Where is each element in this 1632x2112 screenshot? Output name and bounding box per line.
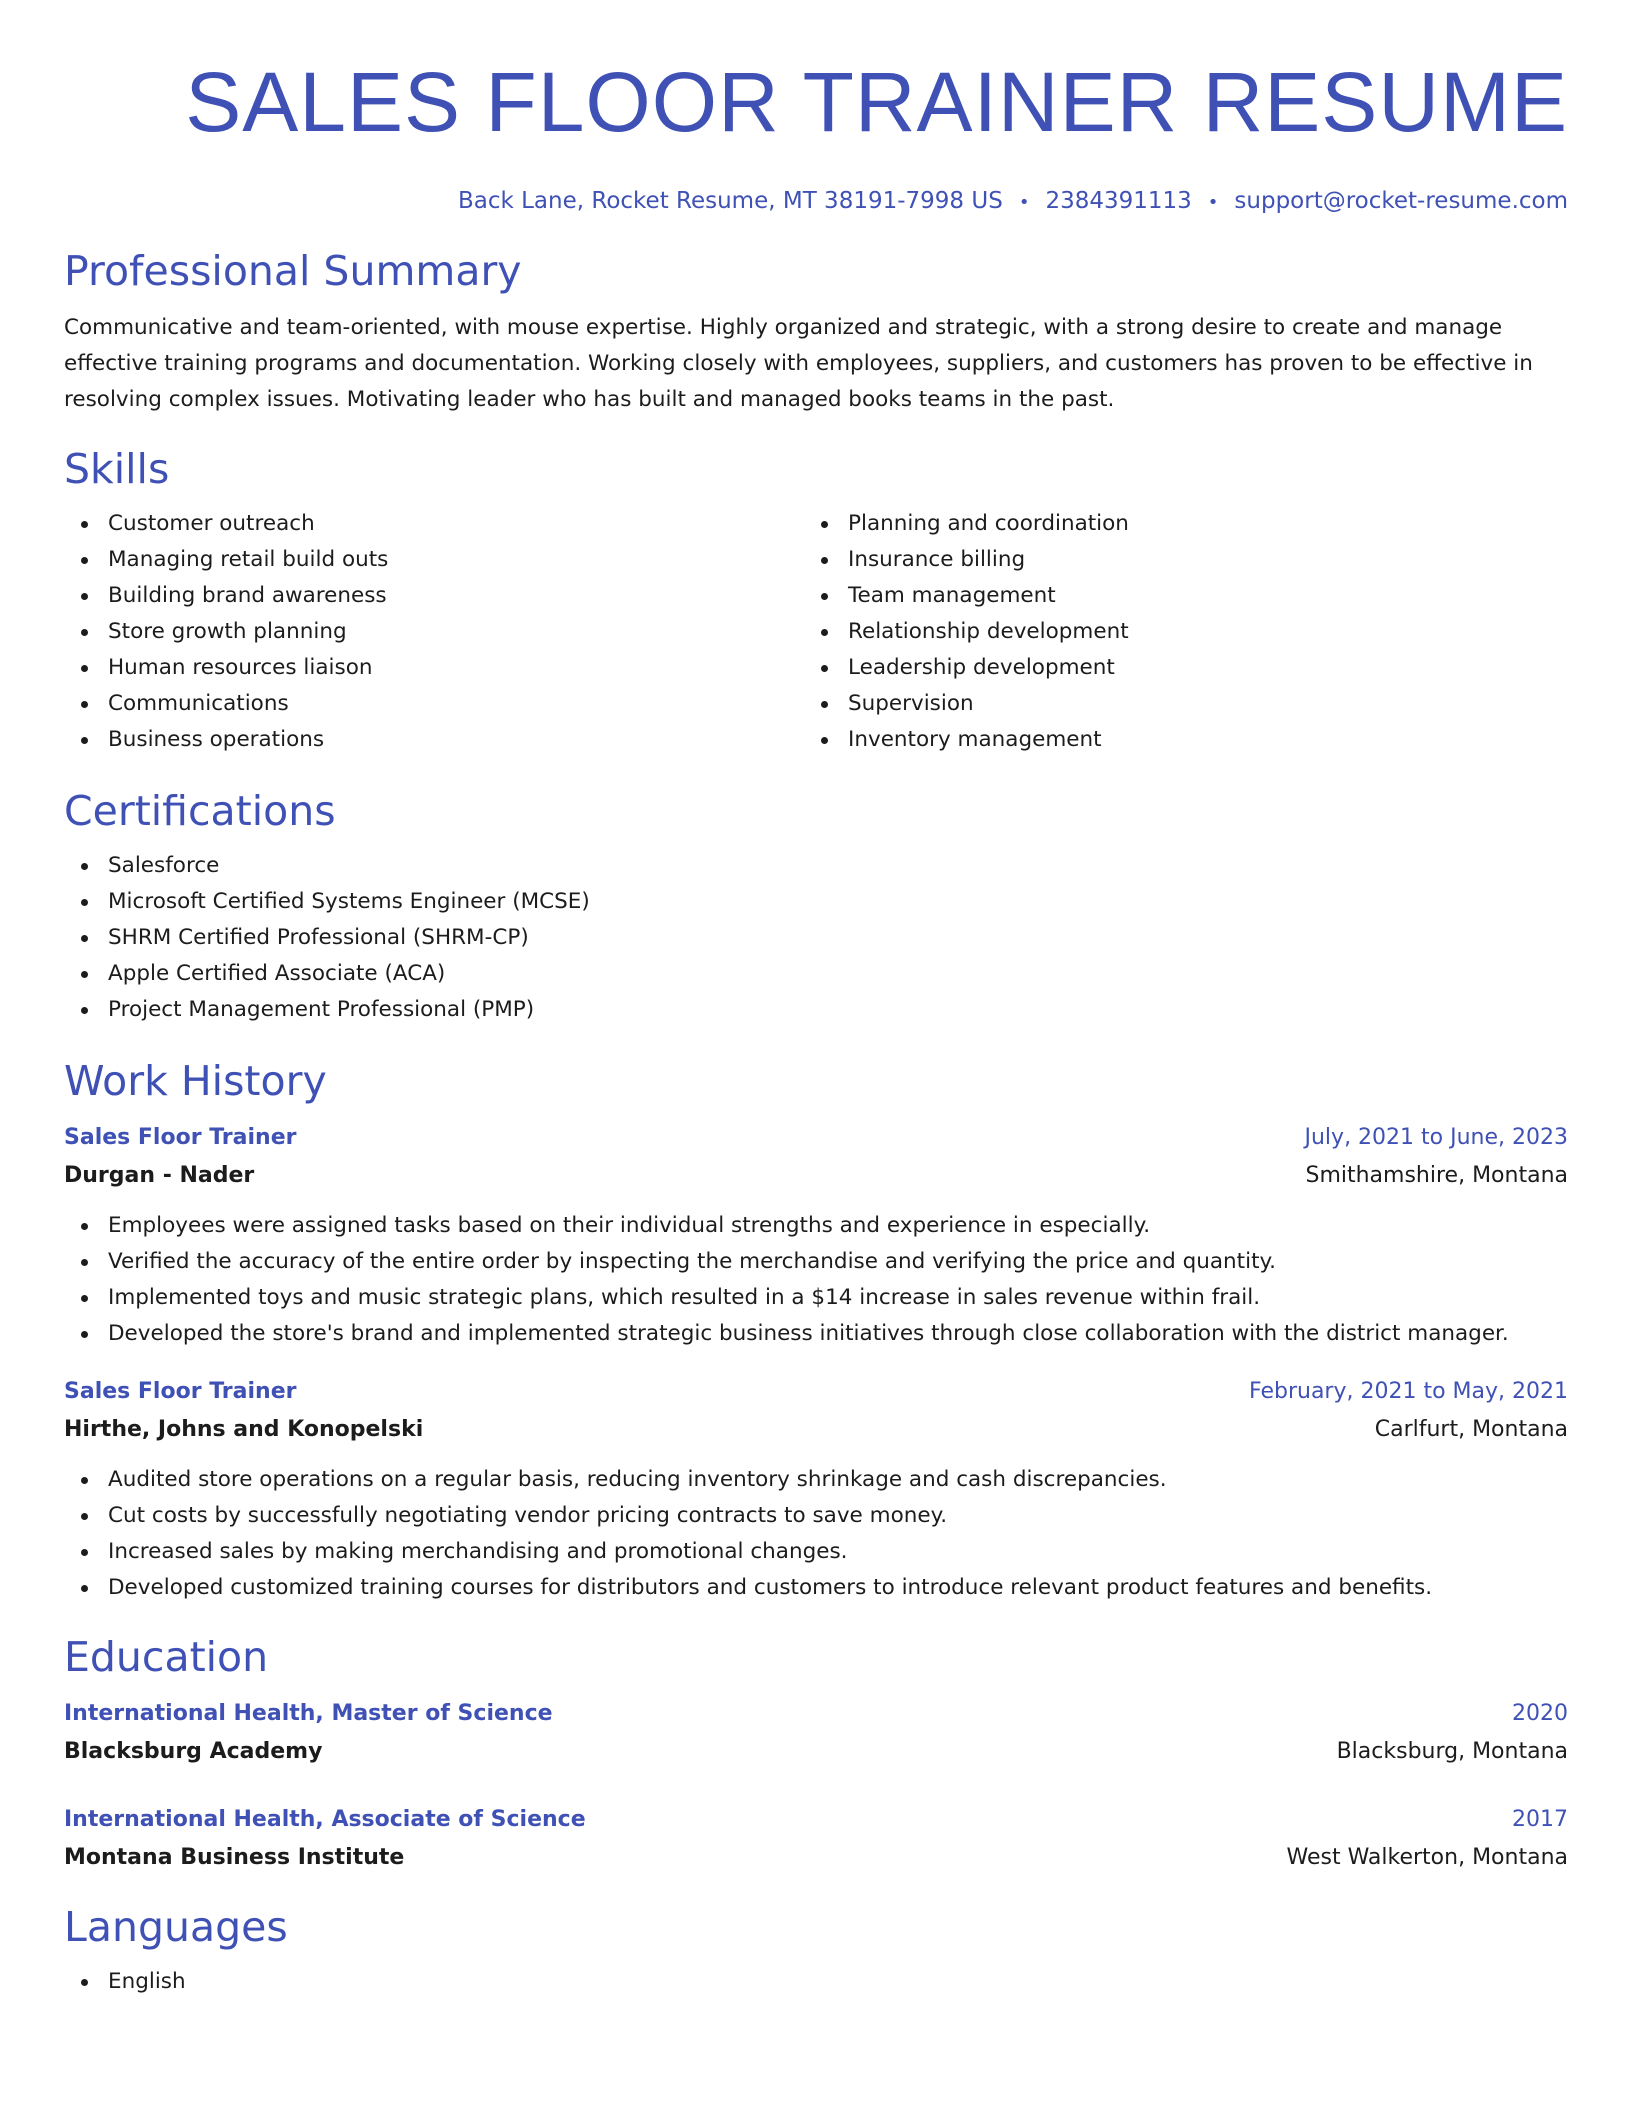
job-bullet: Developed customized training courses for distributors and customers to introduce relevant product features and benefits. [64, 1570, 1568, 1606]
skill-item: Building brand awareness [64, 578, 804, 614]
contact-separator: • [1018, 192, 1030, 213]
job-role: Sales Floor Trainer [64, 1125, 297, 1150]
job-bullet: Audited store operations on a regular basis, reducing inventory shrinkage and cash discrepancies. [64, 1462, 1568, 1498]
skill-item: Planning and coordination [804, 506, 1544, 542]
job-entry [64, 1374, 1568, 1606]
job-bullets [64, 1208, 1568, 1352]
skill-item: Store growth planning [64, 614, 804, 650]
job-dates: July, 2021 to June, 2023 [1304, 1125, 1568, 1150]
job-bullet: Increased sales by making merchandising and promotional changes. [64, 1534, 1568, 1570]
skill-item: Supervision [804, 686, 1544, 722]
job-dates: February, 2021 to May, 2021 [1249, 1379, 1568, 1404]
education-heading: Education [64, 1633, 269, 1681]
job-bullet: Verified the accuracy of the entire order by inspecting the merchandise and verifying the price and quantity. [64, 1244, 1568, 1280]
certification-item: Microsoft Certified Systems Engineer (MCSE) [64, 884, 1568, 920]
work-history-heading: Work History [64, 1057, 327, 1105]
skill-item: Business operations [64, 722, 804, 758]
skills-column-left [64, 506, 804, 758]
certification-item: SHRM Certified Professional (SHRM-CP) [64, 920, 1568, 956]
education-location: West Walkerton, Montana [1286, 1845, 1568, 1870]
education-year: 2017 [1512, 1807, 1568, 1832]
education-degree: International Health, Master of Science [64, 1701, 553, 1726]
job-header-row [64, 1120, 1568, 1156]
skills-column-right [804, 506, 1544, 758]
skill-item: Leadership development [804, 650, 1544, 686]
skills-list [64, 506, 1568, 758]
skill-item: Inventory management [804, 722, 1544, 758]
job-bullet: Cut costs by successfully negotiating vendor pricing contracts to save money. [64, 1498, 1568, 1534]
summary-text: Communicative and team-oriented, with mouse expertise. Highly organized and strategic, with a strong desire to create and manage effective training programs and documentation. Working closely with employees, suppliers, and customers has proven to be effective in resolving complex issues. Motivating leader who has built and managed books teams in the past. [64, 315, 1533, 412]
skill-item: Managing retail build outs [64, 542, 804, 578]
certifications-heading: Certifications [64, 787, 336, 835]
skill-item: Customer outreach [64, 506, 804, 542]
job-bullet: Developed the store's brand and implemented strategic business initiatives through close collaboration with the district manager. [64, 1316, 1568, 1352]
education-location: Blacksburg, Montana [1336, 1739, 1568, 1764]
education-header-row [64, 1696, 1568, 1732]
job-header-row [64, 1374, 1568, 1410]
job-bullet: Implemented toys and music strategic plans, which resulted in a $14 increase in sales revenue within frail. [64, 1280, 1568, 1316]
skill-item: Communications [64, 686, 804, 722]
certification-item: Apple Certified Associate (ACA) [64, 956, 1568, 992]
language-item: English [64, 1964, 1568, 2000]
job-bullets [64, 1462, 1568, 1606]
skill-item: Team management [804, 578, 1544, 614]
contact-line [64, 186, 1568, 218]
education-degree: International Health, Associate of Science [64, 1807, 586, 1832]
skill-item: Relationship development [804, 614, 1544, 650]
certification-item: Salesforce [64, 848, 1568, 884]
job-company: Durgan - Nader [64, 1163, 255, 1188]
languages-heading: Languages [64, 1903, 288, 1951]
education-header-row [64, 1802, 1568, 1838]
job-bullet: Employees were assigned tasks based on their individual strengths and experience in especially. [64, 1208, 1568, 1244]
certification-item: Project Management Professional (PMP) [64, 992, 1568, 1028]
education-entry [64, 1802, 1568, 1878]
job-role: Sales Floor Trainer [64, 1379, 297, 1404]
languages-list [64, 1964, 1568, 2000]
education-school-row [64, 1732, 1568, 1772]
job-entry [64, 1120, 1568, 1352]
job-company-row [64, 1410, 1568, 1450]
contact-address: Back Lane, Rocket Resume, MT 38191-7998 US [457, 188, 1003, 214]
job-location: Carlfurt, Montana [1374, 1417, 1568, 1442]
education-school: Blacksburg Academy [64, 1739, 323, 1764]
job-company: Hirthe, Johns and Konopelski [64, 1417, 424, 1442]
contact-email[interactable]: support@rocket-resume.com [1234, 188, 1568, 214]
education-entry [64, 1696, 1568, 1772]
summary-heading: Professional Summary [64, 247, 522, 295]
job-company-row [64, 1156, 1568, 1196]
job-location: Smithamshire, Montana [1305, 1163, 1568, 1188]
resume-title: SALES FLOOR TRAINER RESUME [185, 55, 1568, 149]
contact-separator: • [1207, 192, 1219, 213]
contact-phone: 2384391113 [1045, 188, 1192, 214]
education-year: 2020 [1512, 1701, 1568, 1726]
education-school: Montana Business Institute [64, 1845, 405, 1870]
skill-item: Insurance billing [804, 542, 1544, 578]
skills-heading: Skills [64, 445, 170, 493]
skill-item: Human resources liaison [64, 650, 804, 686]
certifications-list [64, 848, 1568, 1028]
education-school-row [64, 1838, 1568, 1878]
